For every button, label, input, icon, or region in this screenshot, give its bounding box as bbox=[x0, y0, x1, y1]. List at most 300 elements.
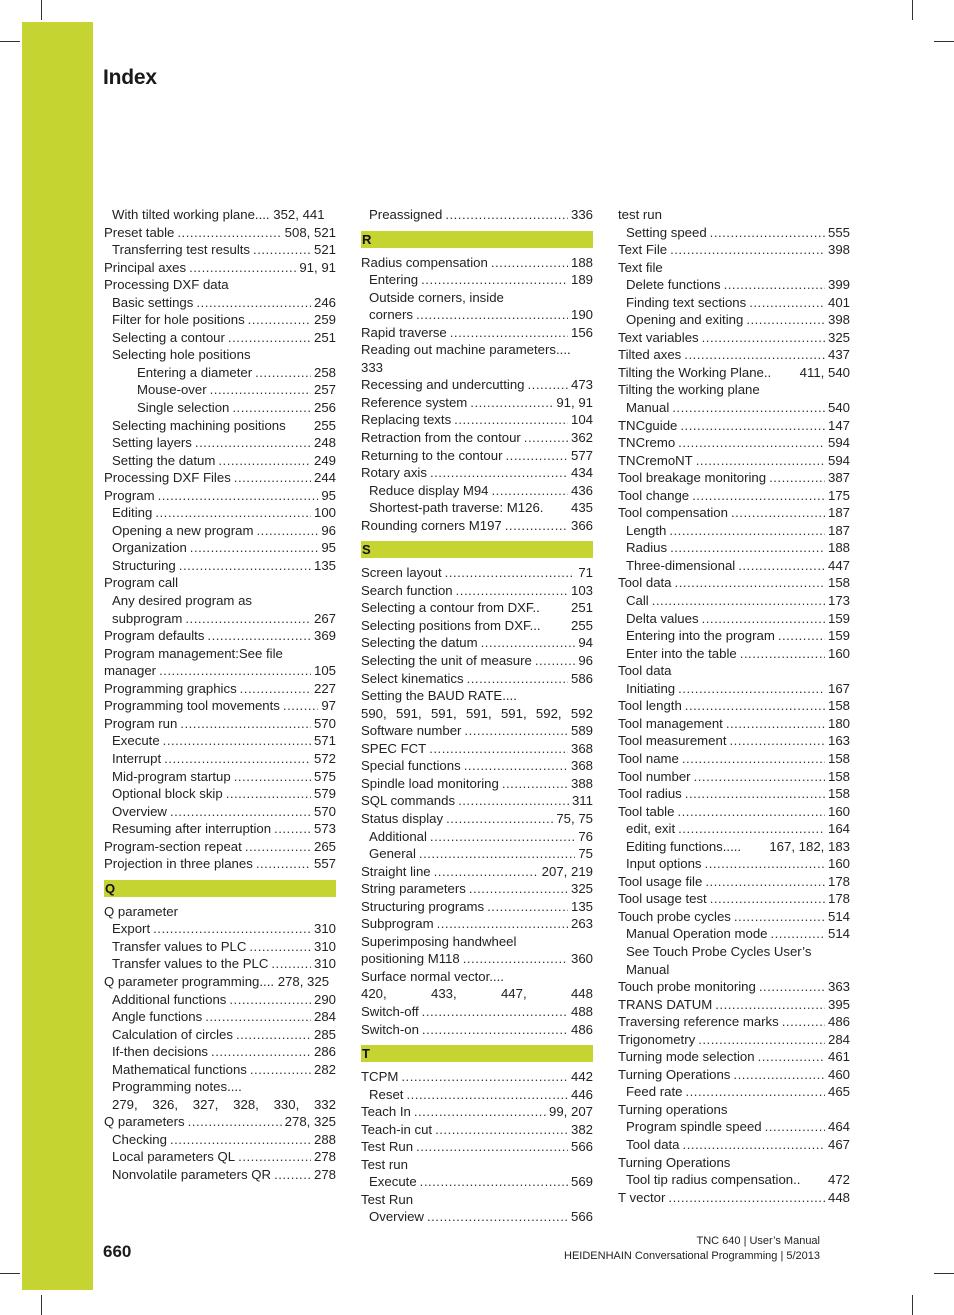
entry-text: Q parameter bbox=[104, 903, 179, 919]
entry-text: Reference system bbox=[361, 394, 468, 410]
index-entry bbox=[618, 417, 850, 435]
index-subentry bbox=[618, 224, 850, 242]
index-entry bbox=[104, 224, 336, 242]
dot-leader bbox=[746, 311, 825, 329]
dot-leader bbox=[421, 271, 568, 289]
index-subentry bbox=[618, 311, 850, 329]
entry-text: TNCguide bbox=[618, 417, 678, 433]
entry-text: Traversing reference marks bbox=[618, 1014, 779, 1030]
page-reference: 442 bbox=[570, 1069, 593, 1085]
page-reference: 282 bbox=[313, 1061, 336, 1077]
page-reference: 401 bbox=[827, 294, 850, 310]
index-entry bbox=[361, 324, 593, 342]
dot-leader bbox=[467, 670, 568, 688]
page-reference: 363 bbox=[827, 979, 850, 995]
entry-text: Superimposing handwheel bbox=[361, 933, 517, 949]
dot-leader bbox=[731, 504, 825, 522]
page-reference: 433, bbox=[430, 986, 457, 1002]
entry-text: Touch probe cycles bbox=[618, 908, 731, 924]
dot-leader bbox=[414, 1103, 546, 1121]
page-reference: 395 bbox=[827, 996, 850, 1012]
page-reference: 135 bbox=[570, 898, 593, 914]
dot-leader bbox=[733, 1066, 825, 1084]
index-entry bbox=[361, 880, 593, 898]
footer bbox=[564, 1234, 820, 1264]
entry-text: Any desired program as bbox=[112, 593, 253, 609]
index-subentry bbox=[104, 803, 336, 821]
dot-leader bbox=[463, 950, 568, 968]
index-subentry bbox=[618, 539, 850, 557]
page-reference: 244 bbox=[313, 470, 336, 486]
index-entry bbox=[361, 1138, 593, 1156]
dot-leader bbox=[759, 978, 825, 996]
index-subentry bbox=[618, 838, 850, 856]
page-reference: 467 bbox=[827, 1136, 850, 1152]
entry-text: Overview bbox=[112, 803, 167, 819]
dot-leader bbox=[195, 434, 311, 452]
index-subentry bbox=[104, 991, 336, 1009]
dot-leader bbox=[702, 610, 825, 628]
dot-leader bbox=[240, 680, 311, 698]
dot-leader bbox=[274, 1166, 311, 1184]
index-subentry bbox=[618, 1118, 850, 1136]
dot-leader bbox=[710, 890, 825, 908]
page-reference: 336 bbox=[570, 207, 593, 222]
entry-text: Test run bbox=[361, 1156, 408, 1172]
dot-leader bbox=[683, 1136, 825, 1154]
page-reference: 591, bbox=[500, 705, 527, 721]
page-reference: 399 bbox=[827, 277, 850, 293]
entry-text: Program run bbox=[104, 715, 178, 731]
page-reference: 327, bbox=[192, 1096, 219, 1112]
page-reference: 310 bbox=[313, 921, 336, 937]
section-letter: Q bbox=[104, 880, 336, 897]
index-entry bbox=[618, 1189, 850, 1207]
index-subentry bbox=[361, 289, 593, 307]
dot-leader bbox=[678, 820, 825, 838]
dot-leader bbox=[207, 627, 311, 645]
entry-text: Tilting the Working Plane.. bbox=[618, 364, 772, 380]
entry-text: Program spindle speed bbox=[626, 1119, 762, 1135]
index-subentry bbox=[104, 785, 336, 803]
page-reference: 180 bbox=[827, 715, 850, 731]
page-reference: 448 bbox=[570, 986, 593, 1002]
entry-text: Tool data bbox=[618, 575, 672, 591]
page-reference: 246 bbox=[313, 294, 336, 310]
dot-leader bbox=[769, 469, 825, 487]
entry-text: Transfer values to the PLC bbox=[112, 956, 269, 972]
entry-text: Surface normal vector.... bbox=[361, 968, 504, 984]
entry-text: String parameters bbox=[361, 881, 466, 897]
page-reference: 566 bbox=[570, 1209, 593, 1225]
entry-text: Text file bbox=[618, 259, 663, 275]
page-reference: 95 bbox=[321, 487, 336, 503]
dot-leader bbox=[506, 447, 568, 465]
index-subentry bbox=[361, 1173, 593, 1191]
entry-text: Rounding corners M197 bbox=[361, 517, 502, 533]
index-entry bbox=[104, 469, 336, 487]
page-reference: 279, bbox=[112, 1096, 138, 1112]
page-reference: 388 bbox=[570, 775, 593, 791]
page-reference: 94 bbox=[578, 635, 593, 651]
entry-text: Tool number bbox=[618, 768, 691, 784]
dot-leader bbox=[153, 920, 311, 938]
entry-text: subprogram bbox=[112, 610, 183, 626]
page-reference: 436 bbox=[570, 482, 593, 498]
page-reference: 263 bbox=[570, 916, 593, 932]
dot-leader bbox=[782, 1013, 825, 1031]
page-reference: 248 bbox=[313, 435, 336, 451]
entry-text: Transfer values to PLC bbox=[112, 938, 247, 954]
page-reference: 589 bbox=[570, 723, 593, 739]
page-reference: 540 bbox=[827, 400, 850, 416]
footer-manual-title: TNC 640 | User’s Manual bbox=[696, 1235, 820, 1247]
dot-leader bbox=[670, 539, 825, 557]
page-reference: 447, bbox=[500, 986, 527, 1002]
page-reference: 472 bbox=[827, 1172, 850, 1188]
entry-text: Selecting a contour bbox=[112, 329, 225, 345]
index-entry bbox=[104, 1113, 336, 1131]
entry-text: Recessing and undercutting bbox=[361, 377, 525, 393]
index-entry bbox=[618, 206, 850, 224]
index-entry bbox=[618, 996, 850, 1014]
dot-leader bbox=[419, 845, 575, 863]
dot-leader bbox=[652, 592, 825, 610]
page-reference: 310 bbox=[313, 938, 336, 954]
page-reference: 278 bbox=[313, 1166, 336, 1182]
dot-leader bbox=[190, 539, 319, 557]
index-entry bbox=[104, 680, 336, 698]
page-reference: 591, bbox=[395, 705, 422, 721]
page-reference: 257 bbox=[313, 382, 336, 398]
index-entry bbox=[361, 447, 593, 465]
dot-leader bbox=[481, 634, 576, 652]
dot-leader bbox=[256, 855, 311, 873]
page-reference: 398 bbox=[827, 242, 850, 258]
page-reference: 591, bbox=[465, 705, 492, 721]
dot-leader bbox=[710, 224, 825, 242]
page-reference: 76 bbox=[578, 828, 593, 844]
page-reference: 592 bbox=[570, 705, 593, 721]
entry-text: Tilting the working plane bbox=[618, 382, 760, 398]
index-entry bbox=[361, 1121, 593, 1139]
index-subentry bbox=[618, 610, 850, 628]
index-entry bbox=[361, 1068, 593, 1086]
dot-leader bbox=[765, 1118, 825, 1136]
page-reference: 158 bbox=[827, 698, 850, 714]
entry-text: Turning Operations bbox=[618, 1154, 731, 1170]
dot-leader bbox=[189, 259, 296, 277]
entry-text: Processing DXF Files bbox=[104, 470, 231, 486]
dot-leader bbox=[245, 838, 311, 856]
page-reference: 95 bbox=[321, 540, 336, 556]
index-subentry bbox=[618, 294, 850, 312]
index-subentry bbox=[104, 346, 336, 364]
index-entry bbox=[361, 564, 593, 582]
dot-leader bbox=[454, 411, 568, 429]
entry-text: Special functions bbox=[361, 758, 461, 774]
index-entry bbox=[618, 381, 850, 399]
dot-leader bbox=[492, 482, 568, 500]
page-reference: 75 bbox=[578, 846, 593, 862]
entry-text: Radius compensation bbox=[361, 254, 488, 270]
dot-leader bbox=[255, 364, 311, 382]
dot-leader bbox=[668, 1189, 825, 1207]
entry-text: Export bbox=[112, 921, 151, 937]
entry-text: Opening a new program bbox=[112, 522, 254, 538]
page-reference: 577 bbox=[570, 447, 593, 463]
dot-leader bbox=[210, 381, 311, 399]
crop-mark bbox=[41, 1295, 42, 1315]
page-reference: 259 bbox=[313, 312, 336, 328]
page-reference: 99, 207 bbox=[549, 1104, 593, 1120]
page-reference: 178 bbox=[827, 891, 850, 907]
entry-text: Software number bbox=[361, 723, 462, 739]
entry-text: Tool management bbox=[618, 715, 723, 731]
index-entry bbox=[361, 517, 593, 535]
page-reference: 158 bbox=[827, 575, 850, 591]
entry-text: See Touch Probe Cycles User’s bbox=[626, 943, 812, 959]
index-subentry bbox=[104, 820, 336, 838]
entry-text: Basic settings bbox=[112, 294, 194, 310]
dot-leader bbox=[456, 582, 568, 600]
page-reference: 284 bbox=[313, 1009, 336, 1025]
dot-leader bbox=[464, 722, 568, 740]
entry-text: Turning operations bbox=[618, 1101, 728, 1117]
entry-text: Interrupt bbox=[112, 750, 162, 766]
index-subentry bbox=[104, 452, 336, 470]
dot-leader bbox=[524, 429, 568, 447]
dot-leader bbox=[271, 955, 311, 973]
page-reference: 447 bbox=[827, 557, 850, 573]
entry-text: Enter into the table bbox=[626, 645, 737, 661]
index-entry bbox=[618, 1031, 850, 1049]
index-subentry bbox=[104, 241, 336, 259]
index-entry: Reading out machine parameters.... 333 bbox=[361, 342, 571, 375]
index-entry bbox=[361, 933, 593, 951]
dot-leader bbox=[445, 206, 568, 224]
dot-leader bbox=[205, 1008, 311, 1026]
page-reference: 160 bbox=[827, 803, 850, 819]
dot-leader bbox=[179, 557, 311, 575]
entry-text: Organization bbox=[112, 540, 187, 556]
index-subentry bbox=[104, 750, 336, 768]
index-subentry bbox=[618, 276, 850, 294]
index-entry bbox=[618, 908, 850, 926]
entry-text: Turning mode selection bbox=[618, 1049, 755, 1065]
page-reference: 461 bbox=[827, 1049, 850, 1065]
index-subentry bbox=[361, 306, 593, 324]
dot-leader bbox=[445, 564, 576, 582]
dot-leader bbox=[226, 785, 311, 803]
index-subentry bbox=[104, 1026, 336, 1044]
entry-text: TNCremoNT bbox=[618, 452, 693, 468]
dot-leader bbox=[450, 324, 568, 342]
index-subentry bbox=[104, 1008, 336, 1026]
dot-leader bbox=[491, 254, 568, 272]
entry-text: Rapid traverse bbox=[361, 324, 447, 340]
entry-text: Manual bbox=[626, 961, 670, 977]
dot-leader bbox=[487, 898, 568, 916]
entry-text: Processing DXF data bbox=[104, 277, 229, 293]
entry-text: Mid-program startup bbox=[112, 768, 231, 784]
page-reference: 579 bbox=[313, 786, 336, 802]
entry-text: TNCremo bbox=[618, 435, 676, 451]
page-reference: 167, 182, 183 bbox=[769, 838, 850, 854]
page-reference: 594 bbox=[827, 452, 850, 468]
crop-mark bbox=[0, 41, 20, 42]
index-entry bbox=[618, 504, 850, 522]
index-subentry bbox=[618, 820, 850, 838]
index-subentry bbox=[104, 311, 336, 329]
page-reference: 434 bbox=[570, 465, 593, 481]
entry-text: Mathematical functions bbox=[112, 1061, 247, 1077]
footer-publication: HEIDENHAIN Conversational Programming | 5/2013 bbox=[564, 1250, 820, 1262]
dot-leader bbox=[430, 464, 568, 482]
page-reference: 591, bbox=[430, 705, 457, 721]
index-entry bbox=[361, 757, 593, 775]
page-number: 660 bbox=[103, 1242, 132, 1261]
crop-mark bbox=[912, 0, 913, 20]
page-reference: 188 bbox=[570, 254, 593, 270]
entry-text: Three-dimensional bbox=[626, 557, 736, 573]
entry-text: Radius bbox=[626, 540, 668, 556]
index-subentry bbox=[361, 845, 593, 863]
index-subentry bbox=[104, 592, 336, 610]
index-entry bbox=[618, 732, 850, 750]
entry-text: Straight line bbox=[361, 863, 431, 879]
entry-text: Tool tip radius compensation.. bbox=[626, 1172, 801, 1188]
crop-mark bbox=[934, 41, 954, 42]
page-reference: 156 bbox=[570, 324, 593, 340]
page-reference: 173 bbox=[827, 593, 850, 609]
index-subentry bbox=[618, 943, 850, 961]
index-entry bbox=[618, 1154, 850, 1172]
index-entry bbox=[618, 750, 850, 768]
dot-leader bbox=[770, 925, 825, 943]
index-subentry bbox=[618, 855, 850, 873]
dot-leader bbox=[675, 574, 825, 592]
page-reference: 592, bbox=[535, 705, 562, 721]
page-reference: 488 bbox=[570, 1003, 593, 1019]
entry-text: Feed rate bbox=[626, 1084, 683, 1100]
page-reference: 448 bbox=[827, 1189, 850, 1205]
page-reference: 190 bbox=[570, 307, 593, 323]
dot-leader bbox=[680, 417, 825, 435]
index-subentry bbox=[104, 364, 336, 382]
index-column-3 bbox=[618, 206, 850, 1206]
index-entry bbox=[104, 627, 336, 645]
page-reference: 473 bbox=[570, 377, 593, 393]
index-column-2 bbox=[361, 206, 593, 1226]
entry-text: SPEC FCT bbox=[361, 740, 427, 756]
entry-text: Mouse-over bbox=[137, 382, 207, 398]
entry-text: positioning M118 bbox=[361, 951, 460, 967]
index-entry bbox=[104, 662, 336, 680]
page-reference: 310 bbox=[313, 956, 336, 972]
entry-text: Projection in three planes bbox=[104, 856, 253, 872]
entry-text: Optional block skip bbox=[112, 786, 223, 802]
entry-text: Execute bbox=[112, 733, 160, 749]
index-entry bbox=[361, 254, 593, 272]
page-reference: 366 bbox=[570, 517, 593, 533]
page-reference: 103 bbox=[570, 582, 593, 598]
page-reference: 437 bbox=[827, 347, 850, 363]
crop-mark bbox=[912, 1295, 913, 1315]
dot-leader bbox=[229, 991, 311, 1009]
page-reference: 163 bbox=[827, 733, 850, 749]
dot-leader bbox=[430, 828, 575, 846]
page-reference: 368 bbox=[570, 758, 593, 774]
entry-text: Program management:See file bbox=[104, 645, 283, 661]
dot-leader bbox=[420, 1173, 568, 1191]
entry-text: Entering bbox=[369, 272, 419, 288]
page-reference: 325 bbox=[570, 881, 593, 897]
page-reference: 159 bbox=[827, 610, 850, 626]
index-subentry bbox=[361, 828, 593, 846]
entry-text: Delta values bbox=[626, 610, 699, 626]
entry-text: Program bbox=[104, 487, 155, 503]
page-reference: 566 bbox=[570, 1139, 593, 1155]
page-reference: 521 bbox=[313, 242, 336, 258]
index-entry bbox=[618, 469, 850, 487]
dot-leader bbox=[164, 750, 311, 768]
dot-leader bbox=[778, 627, 825, 645]
entry-text: Tool table bbox=[618, 803, 675, 819]
index-entry bbox=[618, 715, 850, 733]
dot-leader bbox=[177, 224, 281, 242]
dot-leader bbox=[422, 1021, 568, 1039]
index-subentry bbox=[618, 522, 850, 540]
section-letter: T bbox=[361, 1045, 593, 1062]
index-subentry bbox=[104, 504, 336, 522]
entry-text: Tool compensation bbox=[618, 505, 728, 521]
index-subentry: With tilted working plane.... 352, 441 bbox=[112, 207, 325, 222]
index-subentry bbox=[104, 557, 336, 575]
index-entry bbox=[361, 687, 593, 705]
entry-text: Opening and exiting bbox=[626, 312, 744, 328]
index-subentry bbox=[104, 1166, 336, 1184]
entry-text: Selecting a contour from DXF.. bbox=[361, 600, 540, 616]
page-reference: 290 bbox=[313, 991, 336, 1007]
dot-leader bbox=[685, 785, 825, 803]
index-column-1 bbox=[104, 206, 336, 1184]
entry-text: Test Run bbox=[361, 1191, 414, 1207]
index-entry bbox=[361, 394, 593, 412]
page-reference: 258 bbox=[313, 364, 336, 380]
index-entry bbox=[618, 1048, 850, 1066]
page-reference: 105 bbox=[313, 663, 336, 679]
dot-leader bbox=[705, 873, 825, 891]
index-entry bbox=[104, 903, 336, 921]
page-reference: 569 bbox=[570, 1174, 593, 1190]
index-subentry bbox=[104, 1096, 336, 1114]
index-subentry bbox=[104, 539, 336, 557]
page-reference: 97 bbox=[321, 698, 336, 714]
entry-text: Preset table bbox=[104, 224, 175, 240]
page-reference: 159 bbox=[827, 628, 850, 644]
index-subentry bbox=[104, 938, 336, 956]
entry-text: Turning Operations bbox=[618, 1066, 731, 1082]
page-reference: 382 bbox=[570, 1121, 593, 1137]
entry-text: Tool radius bbox=[618, 786, 682, 802]
entry-text: Select kinematics bbox=[361, 670, 464, 686]
page-reference: 227 bbox=[313, 680, 336, 696]
dot-leader bbox=[702, 329, 825, 347]
entry-text: If-then decisions bbox=[112, 1044, 209, 1060]
index-entry bbox=[361, 1003, 593, 1021]
page-reference: 187 bbox=[827, 505, 850, 521]
